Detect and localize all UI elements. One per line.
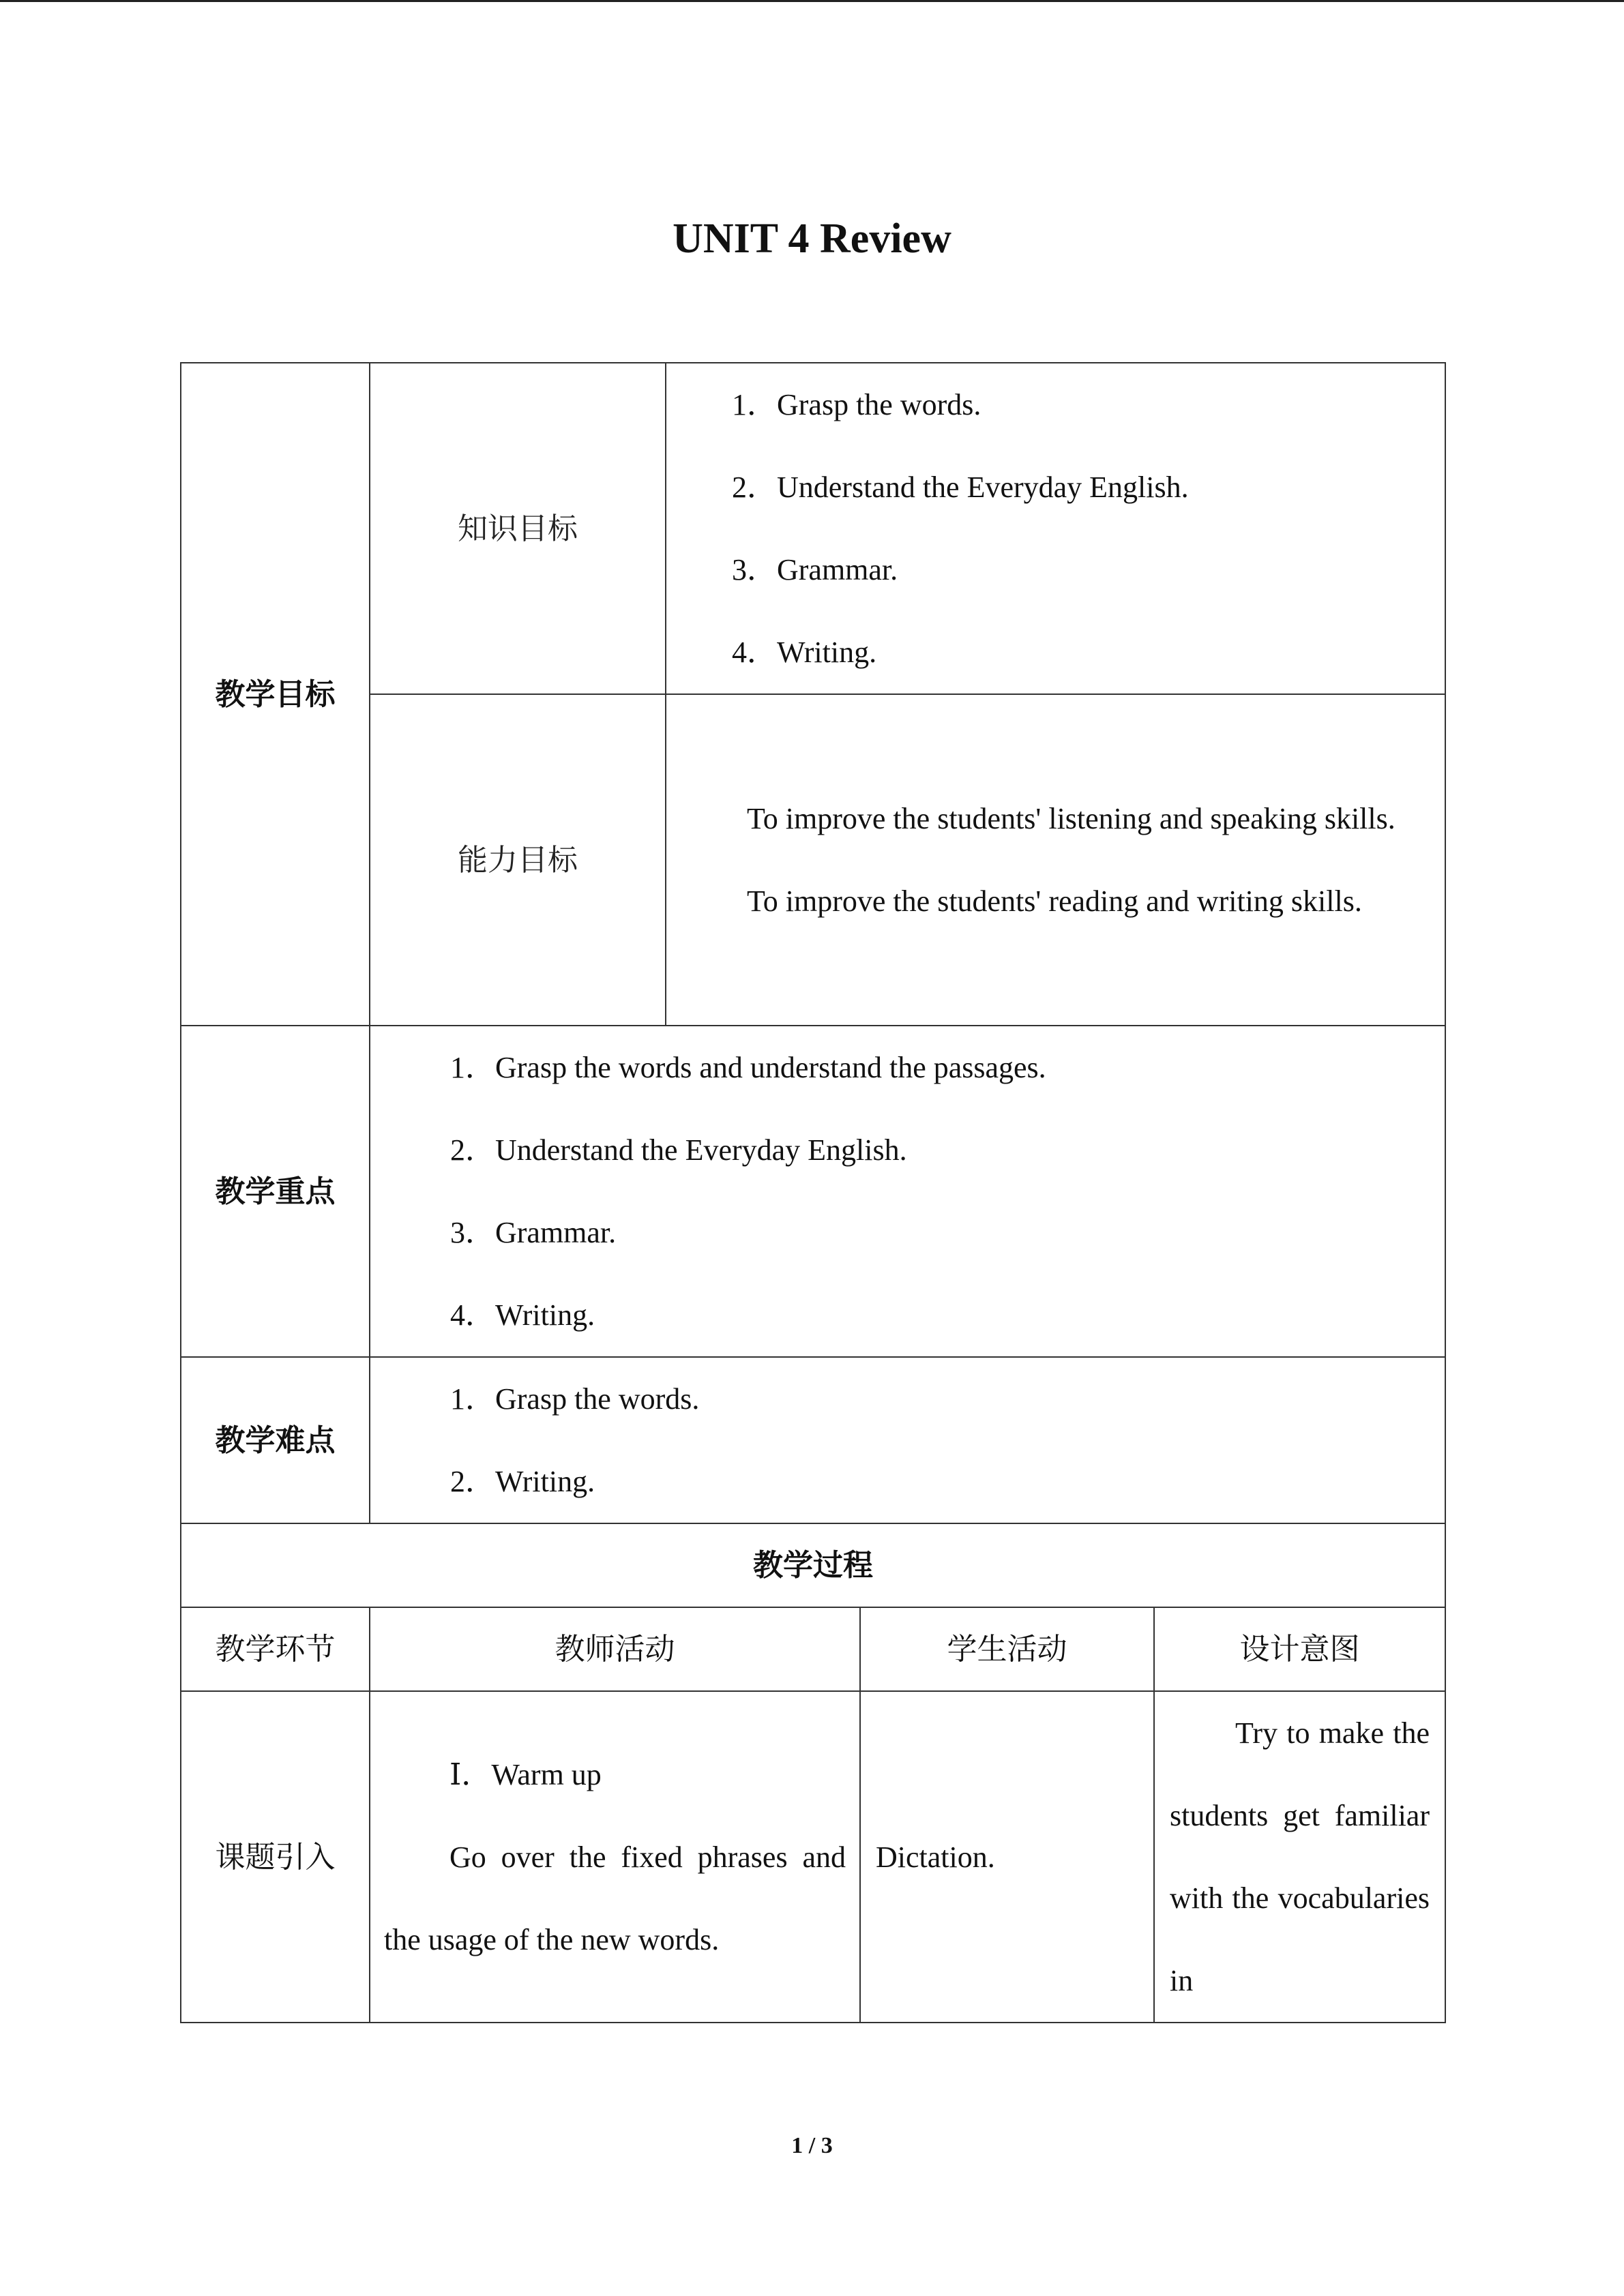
process-title-row xyxy=(181,1523,1445,1607)
ability-objective-text xyxy=(666,694,1445,1026)
difficulties-row xyxy=(181,1357,1445,1523)
process-header-row xyxy=(181,1607,1445,1691)
knowledge-item: 2．Understand the Everyday English. xyxy=(732,471,1189,504)
process-title: 教学过程 xyxy=(181,1523,1445,1607)
knowledge-item: 4．Writing. xyxy=(732,636,877,669)
header-intent xyxy=(1154,1607,1445,1691)
ability-paragraph: To improve the students' reading and writing skills. xyxy=(747,884,1362,918)
header-intent-label: 设计意图 xyxy=(1239,1632,1360,1667)
header-teacher xyxy=(370,1607,860,1691)
objectives-label: 教学目标 xyxy=(181,363,370,1026)
key-points-row xyxy=(181,1026,1445,1357)
process-row xyxy=(181,1691,1445,2023)
header-stage-label: 教学环节 xyxy=(215,1632,336,1667)
header-student xyxy=(860,1607,1154,1691)
document-title: UNIT 4 Review xyxy=(673,215,951,262)
objectives-knowledge-row xyxy=(181,363,1445,694)
difficulties-list xyxy=(370,1357,1445,1523)
difficulty-item: 2．Writing. xyxy=(450,1465,595,1498)
page-number: 1 / 3 xyxy=(791,2133,833,2158)
key-point-item: 1．Grasp the words and understand the passages. xyxy=(450,1051,1046,1084)
ability-objective-label: 能力目标 xyxy=(370,694,666,1026)
process-intent-cell xyxy=(1154,1691,1445,2023)
lesson-plan-table xyxy=(180,362,1446,2023)
process-teacher-cell xyxy=(370,1691,860,2023)
teacher-activity-heading: Ⅰ．Warm up xyxy=(449,1757,602,1791)
process-stage-cell: 课题引入 xyxy=(181,1691,370,2023)
key-points-label: 教学重点 xyxy=(181,1026,370,1357)
difficulty-item: 1．Grasp the words. xyxy=(450,1382,700,1416)
knowledge-item: 1．Grasp the words. xyxy=(732,388,981,421)
top-border-line xyxy=(0,0,1624,2)
knowledge-objective-list xyxy=(666,363,1445,694)
key-point-item: 3．Grammar. xyxy=(450,1216,617,1249)
key-point-item: 4．Writing. xyxy=(450,1298,595,1332)
objectives-ability-row xyxy=(181,694,1445,1026)
header-stage xyxy=(181,1607,370,1691)
teacher-activity-text: Go over the fixed phrases and the usage of the new words. xyxy=(384,1840,846,1956)
header-teacher-label: 教师活动 xyxy=(555,1632,675,1667)
ability-paragraph: To improve the students' listening and speaking skills. xyxy=(747,802,1396,835)
intent-text: Try to make the students get familiar with the vocabularies in xyxy=(1170,1716,1430,1997)
key-point-item: 2．Understand the Everyday English. xyxy=(450,1133,907,1167)
knowledge-objective-label: 知识目标 xyxy=(370,363,666,694)
difficulties-label: 教学难点 xyxy=(181,1357,370,1523)
knowledge-item: 3．Grammar. xyxy=(732,553,898,586)
header-student-label: 学生活动 xyxy=(947,1632,1067,1667)
process-student-cell: Dictation. xyxy=(860,1691,1154,2023)
key-points-list xyxy=(370,1026,1445,1357)
